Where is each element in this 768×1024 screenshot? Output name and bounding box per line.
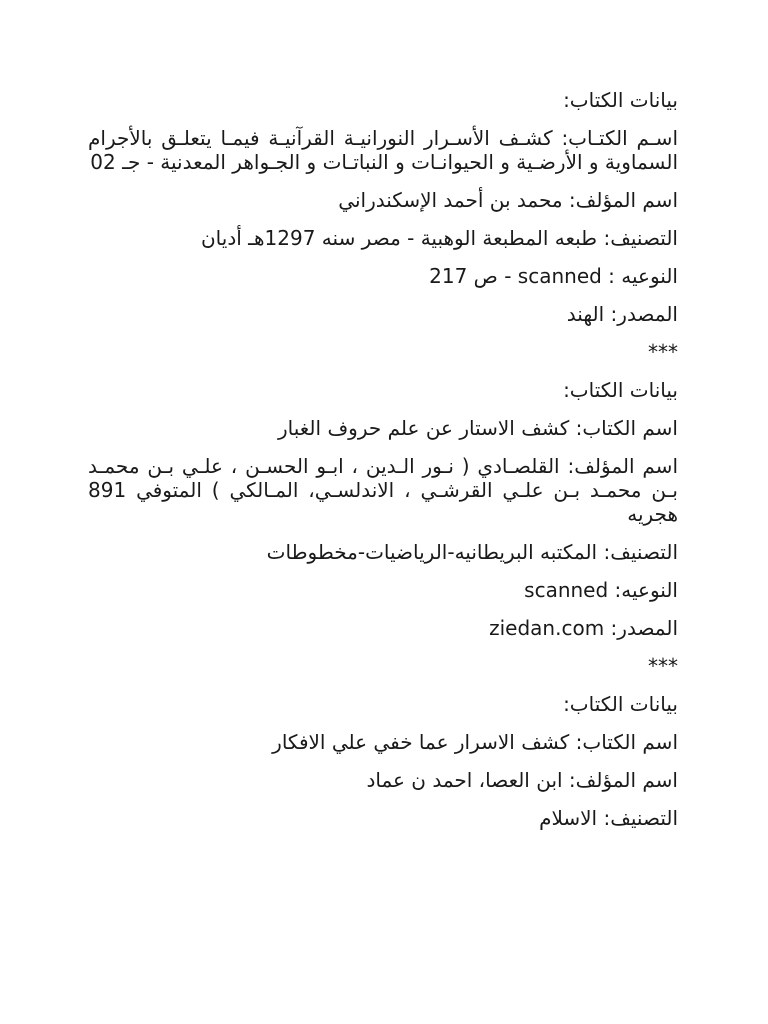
record-separator: *** (648, 654, 678, 678)
book-classification: التصنيف: المكتبه البريطانيه-الرياضيات-مخطوطات (266, 540, 678, 564)
book-record (88, 378, 678, 678)
book-record (88, 692, 678, 830)
book-classification: التصنيف: الاسلام (539, 806, 678, 830)
book-author: اسم المؤلف: محمد بن أحمد الإسكندراني (338, 188, 678, 212)
book-classification: التصنيف: طبعه المطبعة الوهبية - مصر سنه 1297هـ أديان (200, 226, 678, 250)
book-type: النوعيه: scanned (524, 578, 678, 602)
record-header: بيانات الكتاب: (563, 692, 678, 716)
book-title: اسم الكتاب: كشف الاستار عن علم حروف الغبار (278, 416, 678, 440)
book-source: المصدر: الهند (566, 302, 678, 326)
record-header: بيانات الكتاب: (563, 88, 678, 112)
record-separator: *** (648, 340, 678, 364)
book-record (88, 88, 678, 364)
document-page (88, 88, 678, 844)
book-title: اسـم الكتـاب: كشـف الأسـرار النورانيـة القرآنيـة فيمـا يتعلـق بالأجرام السماوية و الأرضـية و الحيوانـات و النباتـات و الجـواهر المعدنية - جـ 02 (88, 126, 678, 174)
record-header: بيانات الكتاب: (563, 378, 678, 402)
book-author: اسم المؤلف: القلصـادي ( نـور الـدين ، ابـو الحسـن ، علـي بـن محمـد بـن محمـد بـن علـي القرشـي ، الاندلسـي، المـالكي ) المتوفي 891 هجريه (88, 454, 678, 526)
book-author: اسم المؤلف: ابن العصا، احمد ن عماد (366, 768, 678, 792)
book-title: اسم الكتاب: كشف الاسرار عما خفي علي الافكار (272, 730, 678, 754)
book-type: النوعيه : scanned - ص 217 (429, 264, 678, 288)
book-source: المصدر: ziedan.com (489, 616, 678, 640)
